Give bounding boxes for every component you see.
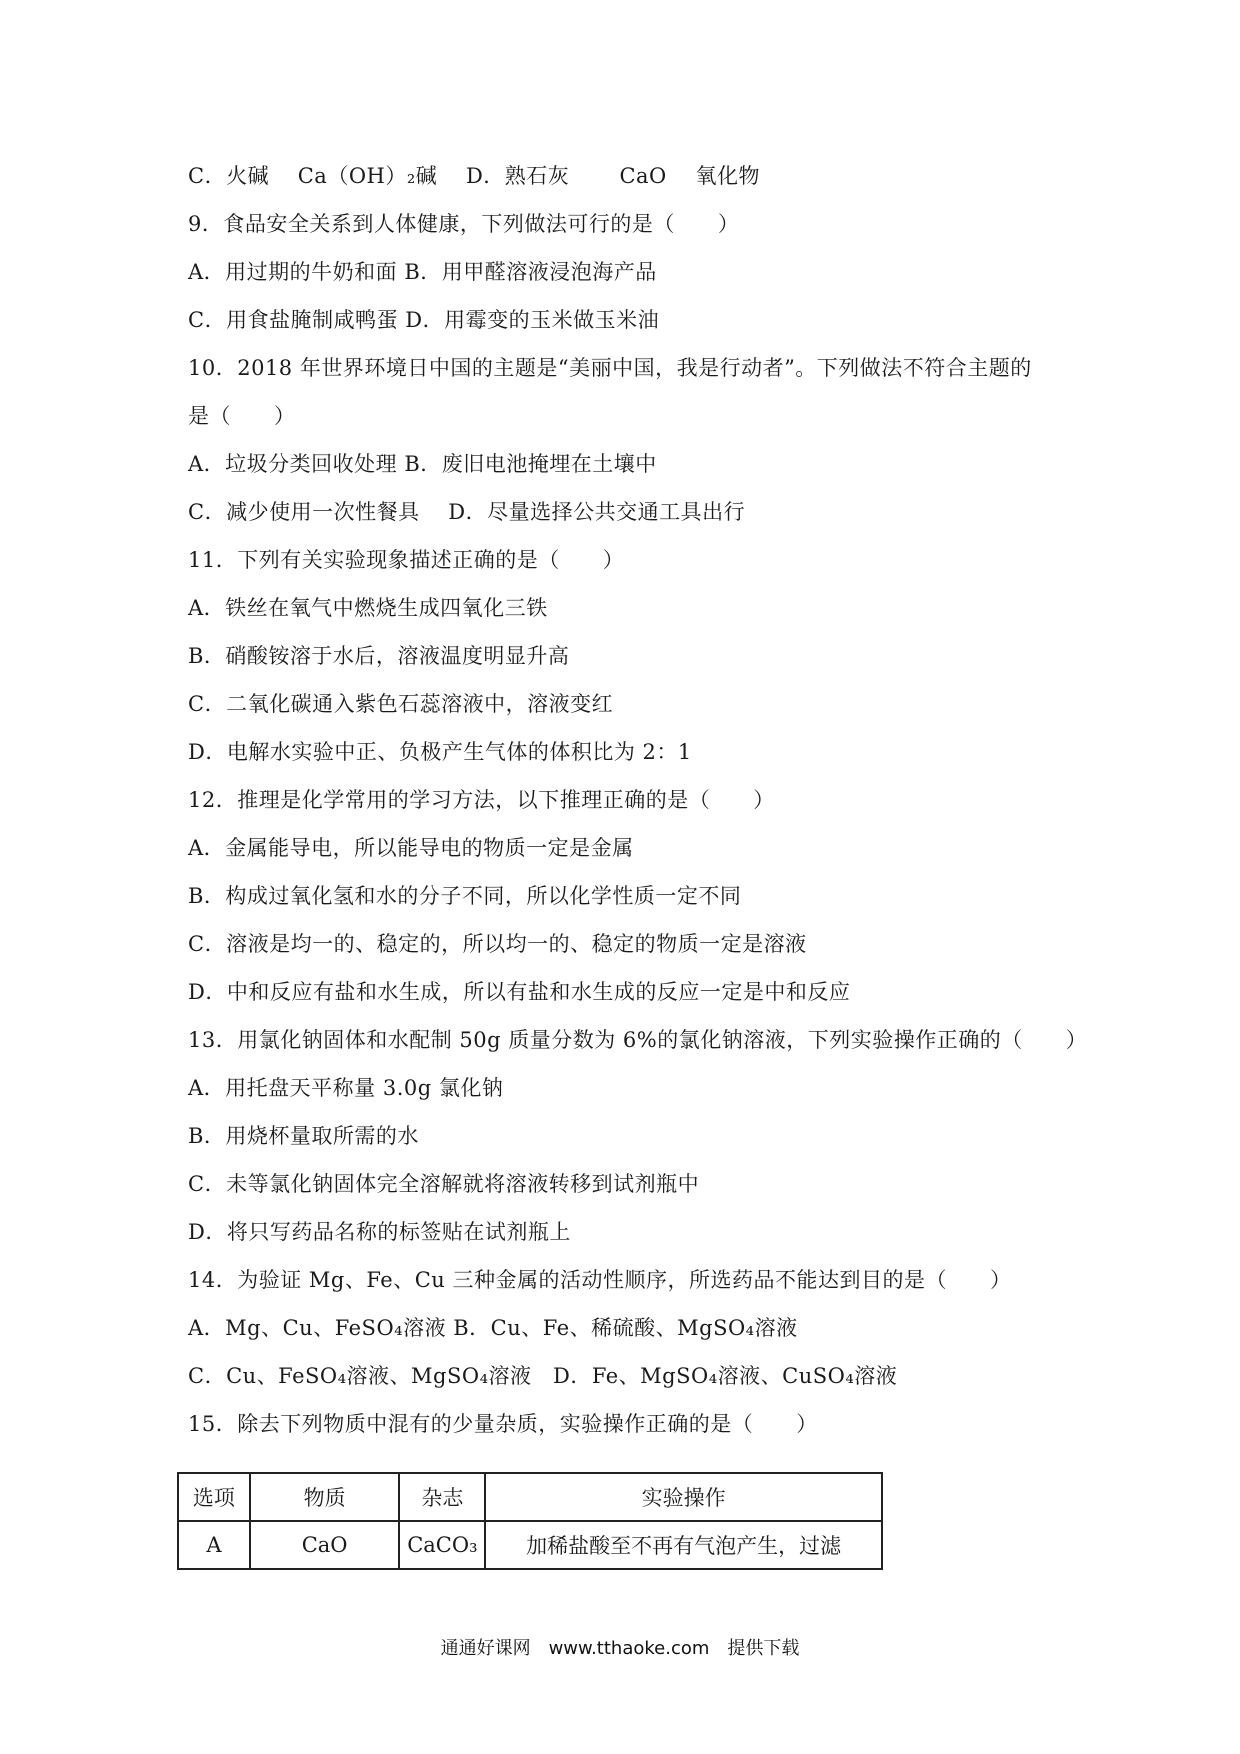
question-12: 12．推理是化学常用的学习方法，以下推理正确的是（ ） — [188, 788, 775, 812]
question-12-option-c: C．溶液是均一的、稳定的，所以均一的、稳定的物质一定是溶液 — [188, 932, 807, 956]
question-11-option-a: A．铁丝在氧气中燃烧生成四氧化三铁 — [188, 596, 548, 620]
page-footer: 通通好课网 www.tthaoke.com 提供下载 — [440, 1638, 800, 1659]
table-header: 杂志 — [399, 1473, 485, 1521]
answer-table — [177, 1472, 883, 1570]
table-header: 物质 — [250, 1473, 400, 1521]
table-row — [178, 1521, 882, 1569]
table-cell: 加稀盐酸至不再有气泡产生，过滤 — [485, 1521, 882, 1569]
question-12-option-a: A．金属能导电，所以能导电的物质一定是金属 — [188, 836, 634, 860]
table-cell: CaCO₃ — [399, 1521, 485, 1569]
table-header: 选项 — [178, 1473, 250, 1521]
question-13-option-b: B．用烧杯量取所需的水 — [188, 1124, 419, 1148]
question-12-option-b: B．构成过氧化氢和水的分子不同，所以化学性质一定不同 — [188, 884, 742, 908]
question-9-options-ab: A．用过期的牛奶和面 B．用甲醛溶液浸泡海产品 — [188, 260, 657, 284]
table-cell: A — [178, 1521, 250, 1569]
table-cell: CaO — [250, 1521, 400, 1569]
question-14-options-cd: C．Cu、FeSO₄溶液、MgSO₄溶液 D．Fe、MgSO₄溶液、CuSO₄溶液 — [188, 1364, 898, 1388]
question-13-option-c: C．未等氯化钠固体完全溶解就将溶液转移到试剂瓶中 — [188, 1172, 700, 1196]
question-13: 13．用氯化钠固体和水配制 50g 质量分数为 6%的氯化钠溶液，下列实验操作正确的（ ） — [188, 1028, 1088, 1052]
question-10-options-ab: A．垃圾分类回收处理 B．废旧电池掩埋在土壤中 — [188, 452, 657, 476]
question-13-option-a: A．用托盘天平称量 3.0g 氯化钠 — [188, 1076, 504, 1100]
question-15: 15．除去下列物质中混有的少量杂质，实验操作正确的是（ ） — [188, 1412, 818, 1436]
question-9-options-cd: C．用食盐腌制咸鸭蛋 D．用霉变的玉米做玉米油 — [188, 308, 660, 332]
table-header: 实验操作 — [485, 1473, 882, 1521]
question-11: 11．下列有关实验现象描述正确的是（ ） — [188, 548, 625, 572]
question-10-cont: 是（ ） — [188, 404, 296, 428]
question-11-option-c: C．二氧化碳通入紫色石蕊溶液中，溶液变红 — [188, 692, 614, 716]
question-10-options-cd: C．减少使用一次性餐具 D．尽量选择公共交通工具出行 — [188, 500, 746, 524]
question-11-option-d: D．电解水实验中正、负极产生气体的体积比为 2：1 — [188, 740, 692, 764]
table-header-row — [178, 1473, 882, 1521]
question-14-options-ab: A．Mg、Cu、FeSO₄溶液 B．Cu、Fe、稀硫酸、MgSO₄溶液 — [188, 1316, 798, 1340]
question-9: 9．食品安全关系到人体健康，下列做法可行的是（ ） — [188, 212, 740, 236]
question-11-option-b: B．硝酸铵溶于水后，溶液温度明显升高 — [188, 644, 570, 668]
text-line: C．火碱 Ca（OH）₂碱 D．熟石灰 CaO 氧化物 — [188, 164, 760, 188]
question-10: 10．2018 年世界环境日中国的主题是“美丽中国，我是行动者”。下列做法不符合主题的 — [188, 356, 1032, 380]
question-13-option-d: D．将只写药品名称的标签贴在试剂瓶上 — [188, 1220, 571, 1244]
question-12-option-d: D．中和反应有盐和水生成，所以有盐和水生成的反应一定是中和反应 — [188, 980, 851, 1004]
question-14: 14．为验证 Mg、Fe、Cu 三种金属的活动性顺序，所选药品不能达到目的是（ ） — [188, 1268, 1012, 1292]
